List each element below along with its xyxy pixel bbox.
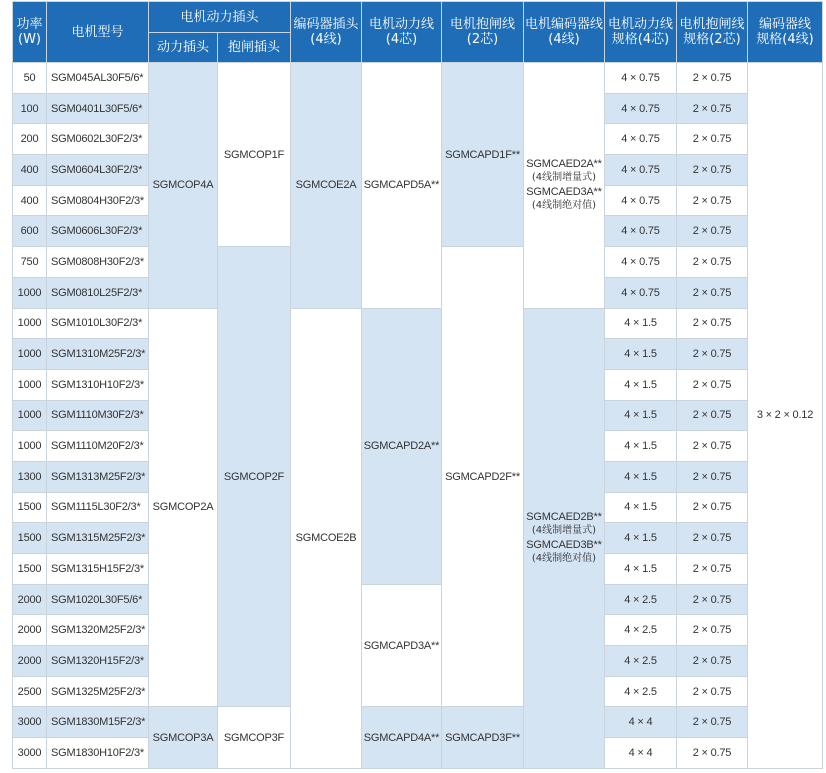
model-cell: SGM0604L30F2/3* (47, 155, 148, 185)
brake-cable-spec-cell: 2 × 0.75 (677, 707, 747, 737)
encoder-cable-absolute: SGMCAED3B** (526, 539, 602, 552)
power-cable-spec-cell: 4 × 0.75 (605, 247, 676, 277)
brake-cable-spec-cell: 2 × 0.75 (677, 431, 747, 461)
header-encoder-plug-sub: (4线) (310, 32, 342, 47)
power-cable-spec-cell: 4 × 0.75 (605, 63, 676, 93)
brake-cable-spec-cell: 2 × 0.75 (677, 493, 747, 523)
power-cable-cell: SGMCAPD4A** (362, 707, 441, 767)
power-cell: 1000 (13, 401, 46, 431)
power-cell: 100 (13, 94, 46, 124)
header-encoder-cable-spec (748, 2, 822, 62)
header-power-cable-spec-label: 电机动力线 (607, 17, 673, 32)
power-cable-spec-cell: 4 × 4 (605, 738, 676, 768)
header-power-label: 功率 (16, 17, 43, 32)
power-cable-spec-cell: 4 × 2.5 (605, 677, 676, 707)
power-cell: 2000 (13, 646, 46, 676)
encoder-plug-cell: SGMCOE2B (291, 309, 361, 768)
model-cell: SGM1020L30F5/6* (47, 585, 148, 615)
power-cell: 1000 (13, 339, 46, 369)
power-cell: 400 (13, 155, 46, 185)
power-cable-spec-cell: 4 × 1.5 (605, 309, 676, 339)
power-cell: 3000 (13, 707, 46, 737)
header-encoder-cable-spec-label: 编码器线 (758, 17, 811, 32)
model-cell: SGM1830H10F2/3* (47, 738, 148, 768)
header-encoder-plug (291, 2, 361, 62)
encoder-cable-incremental-note: (4线制增量式) (531, 172, 597, 184)
header-power-plug-label: 动力插头 (156, 40, 209, 55)
power-cable-spec-cell: 4 × 1.5 (605, 431, 676, 461)
brake-cable-spec-cell: 2 × 0.75 (677, 216, 747, 246)
model-cell: SGM1320M25F2/3* (47, 615, 148, 645)
header-brake-plug (218, 33, 290, 62)
power-cell: 1000 (13, 309, 46, 339)
header-encoder-cable-label: 电机编码器线 (524, 17, 603, 32)
power-cable-spec-cell: 4 × 1.5 (605, 523, 676, 553)
header-encoder-cable (524, 2, 604, 62)
model-cell: SGM0804H30F2/3* (47, 186, 148, 216)
header-brake-cable-spec-sub: 规格(2芯) (683, 32, 741, 47)
power-cable-spec-cell: 4 × 1.5 (605, 493, 676, 523)
power-cable-cell: SGMCAPD2A** (362, 309, 441, 584)
model-cell: SGM1110M30F2/3* (47, 401, 148, 431)
brake-cable-spec-cell: 2 × 0.75 (677, 738, 747, 768)
power-cable-spec-cell: 4 × 1.5 (605, 554, 676, 584)
power-cell: 1500 (13, 554, 46, 584)
header-brake-plug-label: 抱闸插头 (227, 40, 280, 55)
brake-cable-spec-cell: 2 × 0.75 (677, 124, 747, 154)
power-cell: 2500 (13, 677, 46, 707)
header-power (13, 2, 46, 62)
model-cell: SGM1315M25F2/3* (47, 523, 148, 553)
power-cable-spec-cell: 4 × 1.5 (605, 401, 676, 431)
encoder-cable-absolute-note: (4线制绝对值) (531, 553, 597, 565)
header-encoder-plug-label: 编码器插头 (293, 17, 359, 32)
encoder-cable-incremental-note: (4线制增量式) (531, 525, 597, 537)
model-cell: SGM1115L30F2/3* (47, 493, 148, 523)
power-cell: 50 (13, 63, 46, 93)
header-power-cable-sub: (4芯) (385, 32, 418, 47)
brake-cable-spec-cell: 2 × 0.75 (677, 155, 747, 185)
brake-cable-cell: SGMCAPD2F** (442, 247, 523, 706)
header-motor-plug-label: 电机动力插头 (180, 9, 259, 25)
model-cell: SGM1325M25F2/3* (47, 677, 148, 707)
power-cell: 1000 (13, 370, 46, 400)
brake-cable-spec-cell: 2 × 0.75 (677, 401, 747, 431)
brake-cable-spec-cell: 2 × 0.75 (677, 677, 747, 707)
power-cable-spec-cell: 4 × 2.5 (605, 585, 676, 615)
power-cable-cell: SGMCAPD5A** (362, 63, 441, 308)
encoder-cable-incremental: SGMCAED2A** (526, 158, 602, 171)
encoder-cable-cell (524, 309, 604, 768)
power-cell: 200 (13, 124, 46, 154)
power-cell: 750 (13, 247, 46, 277)
brake-plug-cell: SGMCOP1F (218, 63, 290, 246)
model-cell: SGM045AL30F5/6* (47, 63, 148, 93)
model-cell: SGM1315H15F2/3* (47, 554, 148, 584)
power-cell: 1000 (13, 278, 46, 308)
header-power-unit: (W) (18, 32, 41, 47)
brake-cable-spec-cell: 2 × 0.75 (677, 370, 747, 400)
model-cell: SGM1320H15F2/3* (47, 646, 148, 676)
header-brake-cable-sub: (2芯) (466, 32, 499, 47)
model-cell: SGM0401L30F5/6* (47, 94, 148, 124)
power-cable-cell: SGMCAPD3A** (362, 585, 441, 707)
encoder-cable-cell (524, 63, 604, 308)
brake-cable-spec-cell: 2 × 0.75 (677, 94, 747, 124)
encoder-cable-spec-cell: 3 × 2 × 0.12 (748, 63, 822, 768)
power-cell: 1500 (13, 523, 46, 553)
power-cable-spec-cell: 4 × 0.75 (605, 94, 676, 124)
model-cell: SGM1010L30F2/3* (47, 309, 148, 339)
power-cell: 2000 (13, 585, 46, 615)
power-plug-cell: SGMCOP4A (149, 63, 217, 308)
power-cell: 600 (13, 216, 46, 246)
header-power-plug (149, 33, 217, 62)
header-brake-cable-label: 电机抱闸线 (449, 17, 515, 32)
header-power-cable-spec (605, 2, 676, 62)
power-cable-spec-cell: 4 × 1.5 (605, 339, 676, 369)
encoder-cable-absolute: SGMCAED3A** (526, 186, 602, 199)
model-cell: SGM0810L25F2/3* (47, 278, 148, 308)
power-plug-cell: SGMCOP2A (149, 309, 217, 707)
brake-cable-spec-cell: 2 × 0.75 (677, 63, 747, 93)
power-cable-spec-cell: 4 × 0.75 (605, 278, 676, 308)
brake-cable-spec-cell: 2 × 0.75 (677, 523, 747, 553)
model-cell: SGM0602L30F2/3* (47, 124, 148, 154)
power-cable-spec-cell: 4 × 0.75 (605, 124, 676, 154)
encoder-plug-cell: SGMCOE2A (291, 63, 361, 308)
power-cable-spec-cell: 4 × 0.75 (605, 186, 676, 216)
header-power-cable-label: 电机动力线 (368, 17, 434, 32)
brake-cable-spec-cell: 2 × 0.75 (677, 554, 747, 584)
header-motor-plug (149, 2, 290, 32)
brake-cable-spec-cell: 2 × 0.75 (677, 615, 747, 645)
power-cable-spec-cell: 4 × 1.5 (605, 462, 676, 492)
header-encoder-cable-spec-sub: 规格(4线) (756, 32, 814, 47)
brake-cable-spec-cell: 2 × 0.75 (677, 278, 747, 308)
power-cell: 400 (13, 186, 46, 216)
power-cable-spec-cell: 4 × 1.5 (605, 370, 676, 400)
brake-cable-spec-cell: 2 × 0.75 (677, 585, 747, 615)
header-model (47, 2, 148, 62)
brake-cable-spec-cell: 2 × 0.75 (677, 462, 747, 492)
brake-cable-spec-cell: 2 × 0.75 (677, 646, 747, 676)
brake-cable-spec-cell: 2 × 0.75 (677, 339, 747, 369)
model-cell: SGM1313M25F2/3* (47, 462, 148, 492)
power-cell: 3000 (13, 738, 46, 768)
power-cable-spec-cell: 4 × 2.5 (605, 646, 676, 676)
power-cell: 2000 (13, 615, 46, 645)
header-brake-cable-spec (677, 2, 747, 62)
header-power-cable-spec-sub: 规格(4芯) (611, 32, 670, 47)
model-cell: SGM1310H10F2/3* (47, 370, 148, 400)
brake-plug-cell: SGMCOP2F (218, 247, 290, 706)
power-cell: 1500 (13, 493, 46, 523)
model-cell: SGM1310M25F2/3* (47, 339, 148, 369)
power-plug-cell: SGMCOP3A (149, 707, 217, 767)
header-encoder-cable-sub: (4线) (548, 32, 580, 47)
brake-plug-cell: SGMCOP3F (218, 707, 290, 767)
model-cell: SGM1110M20F2/3* (47, 431, 148, 461)
power-cable-spec-cell: 4 × 2.5 (605, 615, 676, 645)
power-cable-spec-cell: 4 × 4 (605, 707, 676, 737)
power-cell: 1000 (13, 431, 46, 461)
power-cell: 1300 (13, 462, 46, 492)
encoder-cable-absolute-note: (4线制绝对值) (531, 200, 597, 212)
power-cable-spec-cell: 4 × 0.75 (605, 216, 676, 246)
header-brake-cable (442, 2, 523, 62)
brake-cable-spec-cell: 2 × 0.75 (677, 186, 747, 216)
brake-cable-cell: SGMCAPD3F** (442, 707, 523, 767)
brake-cable-spec-cell: 2 × 0.75 (677, 247, 747, 277)
model-cell: SGM1830M15F2/3* (47, 707, 148, 737)
power-cable-spec-cell: 4 × 0.75 (605, 155, 676, 185)
encoder-cable-incremental: SGMCAED2B** (526, 511, 602, 524)
brake-cable-cell: SGMCAPD1F** (442, 63, 523, 246)
header-power-cable (362, 2, 441, 62)
header-model-label: 电机型号 (71, 24, 124, 40)
motor-cable-spec-table (12, 1, 823, 769)
model-cell: SGM0606L30F2/3* (47, 216, 148, 246)
header-brake-cable-spec-label: 电机抱闸线 (679, 17, 745, 32)
model-cell: SGM0808H30F2/3* (47, 247, 148, 277)
brake-cable-spec-cell: 2 × 0.75 (677, 309, 747, 339)
